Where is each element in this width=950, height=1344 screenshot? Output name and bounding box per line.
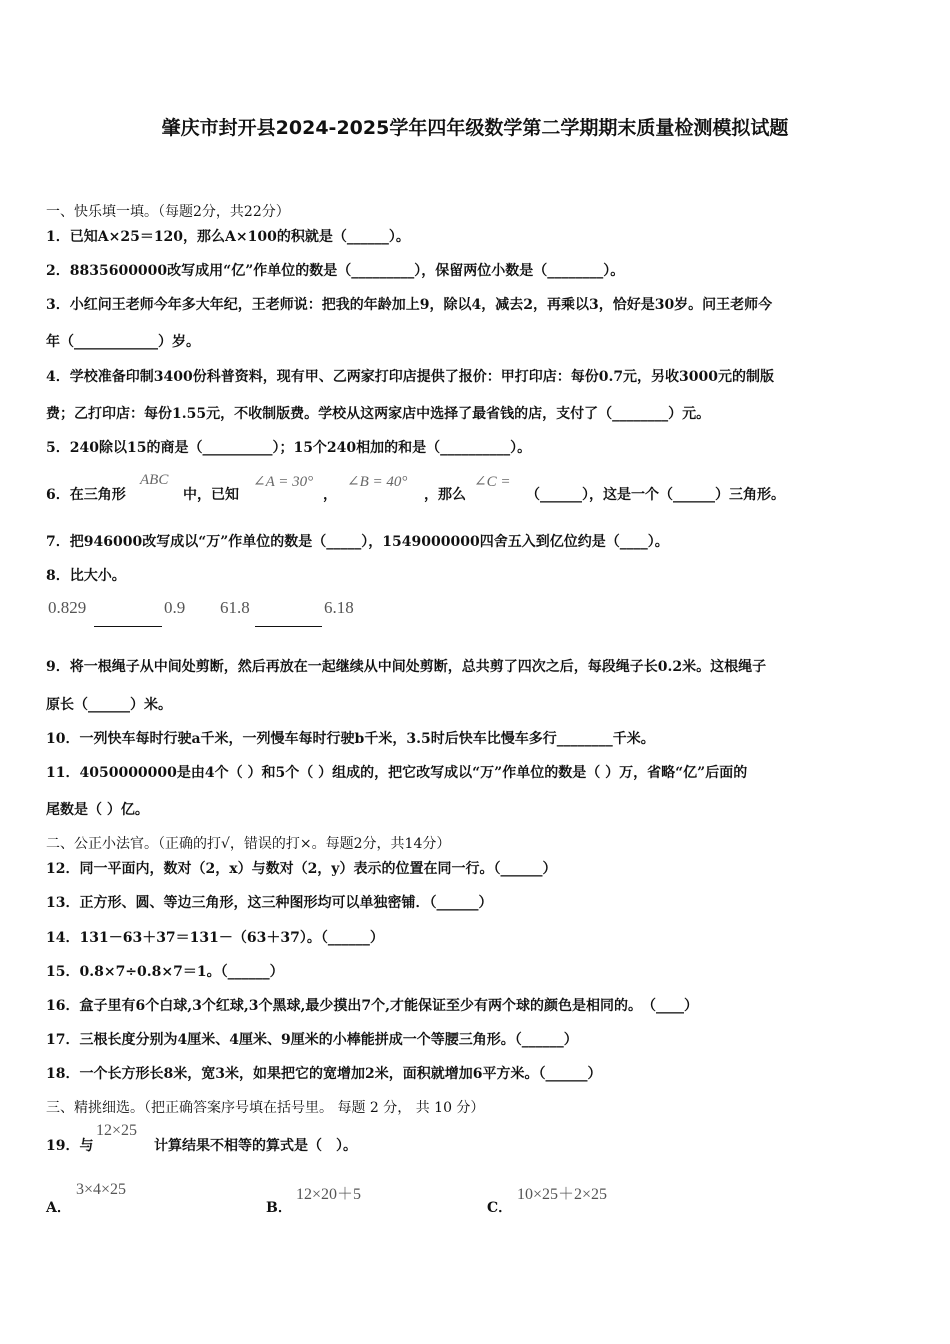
question-15: 15．0.8×7÷0.8×7＝1。（______）: [46, 964, 284, 980]
compare-value-a: 0.829: [48, 598, 87, 617]
question-9-line-1: 9．将一根绳子从中间处剪断，然后再放在一起继续从中间处剪断，总共剪了四次之后，每段绳子长0.2米。这根绳子: [46, 659, 767, 675]
question-3-line-1: 3．小红问王老师今年多大年纪，王老师说：把我的年龄加上9，除以4，减去2，再乘以3，恰好是30岁。问王老师今: [46, 297, 773, 313]
option-b-expression: 12×20＋5: [296, 1186, 362, 1203]
question-18: 18．一个长方形长8米，宽3米，如果把它的宽增加2米，面积就增加6平方米。（______）: [46, 1066, 602, 1082]
compare-blank-1: [94, 626, 162, 627]
question-3-line-2: 年（____________）岁。: [46, 334, 200, 350]
angle-b-math: ∠B = 40°: [347, 474, 408, 490]
compare-value-b: 0.9: [164, 598, 186, 617]
question-6-part-1: 6．在三角形: [46, 487, 126, 503]
question-1: 1．已知A×25＝120，那么A×100的积就是（______）。: [46, 229, 410, 245]
question-13: 13．正方形、圆、等边三角形，这三种图形均可以单独密铺．（______）: [46, 895, 493, 911]
question-9-line-2: 原长（______）米。: [46, 697, 172, 713]
section-3-heading: 三、精挑细选。（把正确答案序号填在括号里。 每题 2 分， 共 10 分）: [46, 1100, 485, 1116]
question-14: 14．131－63＋37＝131－（63＋37）。（______）: [46, 930, 384, 946]
question-5: 5．240除以15的商是（__________）；15个240相加的和是（__________）。: [46, 440, 532, 456]
question-4-line-1: 4．学校准备印制3400份科普资料，现有甲、乙两家打印店提供了报价：甲打印店：每份0.7元，另收3000元的制版: [46, 369, 775, 385]
question-6-part-4: （______），这是一个（______）三角形。: [526, 487, 785, 503]
option-a-label: A．: [46, 1200, 71, 1216]
option-c-expression: 10×25＋2×25: [517, 1186, 608, 1203]
option-c-label: C．: [487, 1200, 513, 1216]
question-17: 17．三根长度分别为4厘米、4厘米、9厘米的小棒能拼成一个等腰三角形。（______）: [46, 1032, 578, 1048]
question-6-comma: ，: [323, 487, 337, 503]
angle-c-math: ∠C =: [474, 474, 511, 490]
question-11-line-2: 尾数是（ ）亿。: [46, 802, 149, 818]
triangle-abc-math: ABC: [140, 472, 169, 488]
question-6-part-2: 中，已知: [183, 487, 239, 503]
question-7: 7．把946000改写成以“万”作单位的数是（_____），1549000000四舍五入到亿位约是（____）。: [46, 534, 669, 550]
question-19-part-2: 计算结果不相等的算式是（ ）。: [154, 1138, 357, 1154]
page-title: 肇庆市封开县2024-2025学年四年级数学第二学期期末质量检测模拟试题: [161, 117, 789, 139]
section-1-heading: 一、快乐填一填。（每题2分，共22分）: [46, 204, 290, 220]
question-16: 16．盒子里有6个白球,3个红球,3个黑球,最少摸出7个,才能保证至少有两个球的颜色是相同的。 （____）: [46, 998, 698, 1014]
question-10: 10．一列快车每时行驶a千米，一列慢车每时行驶b千米，3.5时后快车比慢车多行________千米。: [46, 731, 655, 747]
question-8: 8．比大小。: [46, 568, 126, 584]
question-4-line-2: 费；乙打印店：每份1.55元，不收制版费。学校从这两家店中选择了最省钱的店，支付了（________）元。: [46, 406, 711, 422]
question-11-line-1: 11．4050000000是由4个（ ）和5个（ ）组成的，把它改写成以“万”作单位的数是（ ）万，省略“亿”后面的: [46, 765, 748, 781]
section-2-heading: 二、公正小法官。（正确的打√，错误的打×。每题2分，共14分）: [46, 836, 451, 852]
question-19-expression: 12×25: [96, 1122, 138, 1139]
compare-value-c: 61.8: [220, 598, 250, 617]
compare-value-d: 6.18: [324, 598, 354, 617]
compare-blank-2: [255, 626, 322, 627]
question-2: 2．8835600000改写成用“亿”作单位的数是（_________），保留两位小数是（________）。: [46, 263, 625, 279]
question-12: 12．同一平面内，数对（2，x）与数对（2，y）表示的位置在同一行。（______）: [46, 861, 557, 877]
question-19-part-1: 19．与: [46, 1138, 94, 1154]
question-6-part-3: ，那么: [424, 487, 466, 503]
option-a-expression: 3×4×25: [76, 1181, 127, 1198]
option-b-label: B．: [266, 1200, 292, 1216]
angle-a-math: ∠A = 30°: [253, 474, 314, 490]
